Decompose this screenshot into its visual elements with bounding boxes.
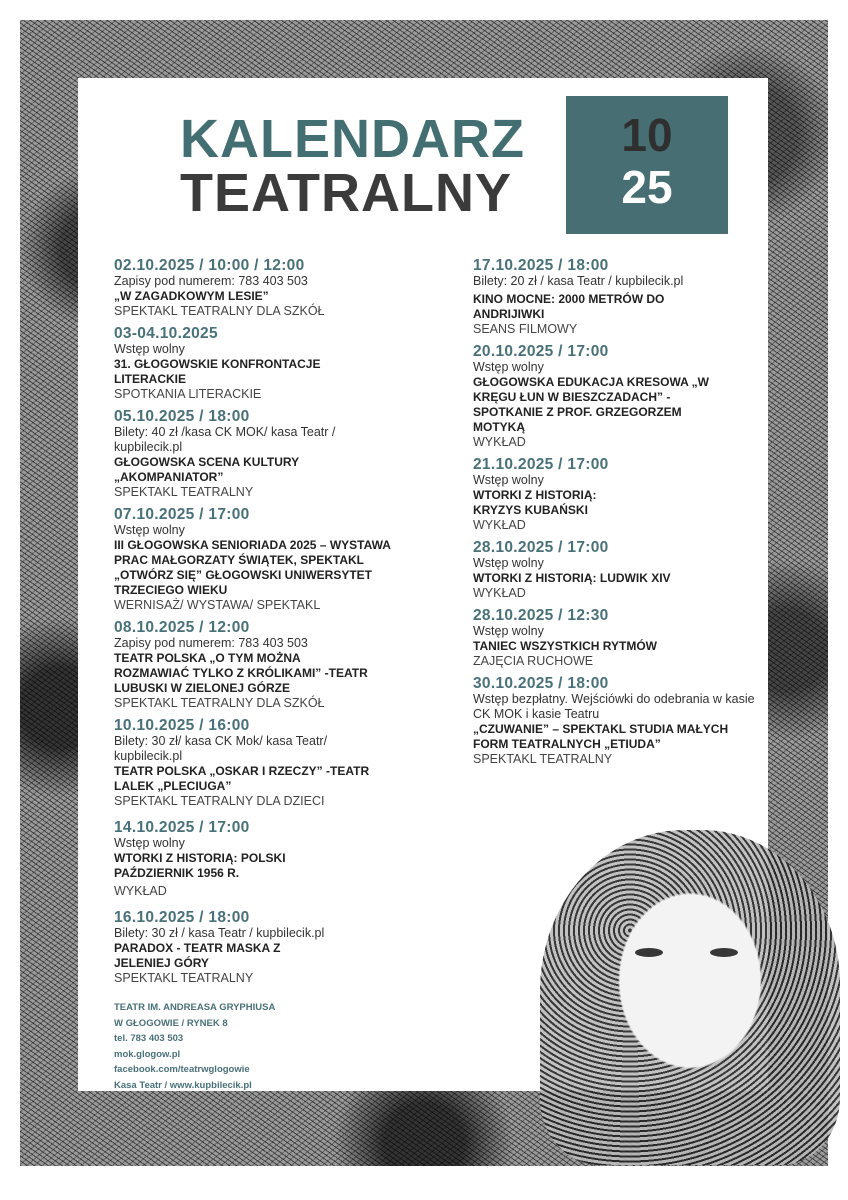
event-info: Wstęp wolny [473,473,544,487]
event-date: 10.10.2025 / 16:00 [114,717,250,734]
event-type: SPEKTAKL TEATRALNY [114,485,254,499]
event-date: 30.10.2025 / 18:00 [473,675,609,692]
portrait-engraving [540,830,840,1165]
event-date: 16.10.2025 / 18:00 [114,909,250,926]
event-entry [114,325,449,402]
event-type: SPEKTAKL TEATRALNY [114,971,254,985]
event-title: KINO MOCNE: 2000 METRÓW DO ANDRIJIWKI [473,292,665,321]
event-title: „W ZAGADKOWYM LESIE” [114,289,269,303]
event-title: TEATR POLSKA „O TYM MOŻNA ROZMAWIAĆ TYLKO Z KRÓLIKAMI” -TEATR LUBUSKI W ZIELONEJ GÓRZE [114,651,368,695]
event-date: 03-04.10.2025 [114,325,218,342]
event-date: 17.10.2025 / 18:00 [473,257,609,274]
event-type: SEANS FILMOWY [473,322,578,336]
event-title: PARADOX - TEATR MASKA Z JELENIEJ GÓRY [114,941,281,970]
event-date: 21.10.2025 / 17:00 [473,456,609,473]
event-entry [114,257,449,319]
footer-website-link[interactable]: mok.glogow.pl [114,1048,181,1060]
event-entry [114,408,449,500]
footer-facebook-link[interactable]: facebook.com/teatrwglogowie [114,1064,250,1075]
event-entry [473,539,768,601]
event-entry [114,717,449,809]
event-entry [473,607,768,669]
event-title: TANIEC WSZYSTKICH RYTMÓW [473,639,657,653]
event-info: Zapisy pod numerem: 783 403 503 [114,636,308,650]
event-title: GŁOGOWSKA EDUKACJA KRESOWA „W KRĘGU ŁUN W BIESZCZADACH” -SPOTKANIE Z PROF. GRZEGORZEM MOTYKĄ [473,375,709,434]
theatre-contact-footer [114,1000,374,1093]
event-entry [114,619,449,711]
event-entry [473,675,768,767]
event-info: Wstęp wolny [114,523,185,537]
event-type: WERNISAŻ/ WYSTAWA/ SPEKTAKL [114,598,321,612]
events-column-left [114,257,449,992]
event-entry [114,909,449,986]
event-entry [114,506,449,613]
events-column-right [473,257,768,773]
event-date: 14.10.2025 / 17:00 [114,819,250,836]
month-number: 10 [621,109,673,161]
portrait-eye-right [710,948,738,957]
year-number: 25 [621,161,673,213]
event-info: Bilety: 30 zł/ kasa CK Mok/ kasa Teatr/ kupbilecik.pl [114,734,328,763]
event-entry [473,257,768,337]
event-type: WYKŁAD [473,518,526,532]
event-entry [473,343,768,450]
event-date: 28.10.2025 / 17:00 [473,539,609,556]
event-type: SPEKTAKL TEATRALNY [473,752,613,766]
event-info: Zapisy pod numerem: 783 403 503 [114,274,308,288]
event-title: TEATR POLSKA „OSKAR I RZECZY” -TEATR LALEK „PLECIUGA” [114,764,370,793]
event-info: Wstęp bezpłatny. Wejściówki do odebrania w kasie CK MOK i kasie Teatru [473,692,755,721]
month-year-badge [566,96,728,234]
event-entry [114,819,449,899]
event-date: 02.10.2025 / 10:00 / 12:00 [114,257,305,274]
event-info: Wstęp wolny [473,360,544,374]
event-title: III GŁOGOWSKA SENIORIADA 2025 – WYSTAWA PRAC MAŁGORZATY ŚWIĄTEK, SPEKTAKL „OTWÓRZ SIĘ” GŁOGOWSKI UNIWERSYTET TRZECIEGO WIEKU [114,538,391,597]
event-type: WYKŁAD [114,884,167,898]
event-type: SPEKTAKL TEATRALNY DLA SZKÓŁ [114,304,325,318]
footer-phone: tel. 783 403 503 [114,1033,184,1044]
event-info: Bilety: 30 zł / kasa Teatr / kupbilecik.pl [114,926,325,940]
event-title: WTORKI Z HISTORIĄ: LUDWIK XIV [473,571,671,585]
footer-theatre-name: TEATR IM. ANDREASA GRYPHIUSA [114,1002,276,1013]
portrait-eye-left [635,948,663,957]
event-date: 07.10.2025 / 17:00 [114,506,250,523]
event-info: Wstęp wolny [473,624,544,638]
event-title: WTORKI Z HISTORIĄ: KRYZYS KUBAŃSKI [473,488,597,517]
event-title: „CZUWANIE” – SPEKTAKL STUDIA MAŁYCH FORM TEATRALNYCH „ETIUDA” [473,722,729,751]
event-title: 31. GŁOGOWSKIE KONFRONTACJE LITERACKIE [114,357,321,386]
event-info: Wstęp wolny [473,556,544,570]
event-type: SPOTKANIA LITERACKIE [114,387,262,401]
title-kalendarz: KALENDARZ [180,109,525,169]
event-type: SPEKTAKL TEATRALNY DLA SZKÓŁ [114,696,325,710]
event-date: 20.10.2025 / 17:00 [473,343,609,360]
event-title: GŁOGOWSKA SCENA KULTURY „AKOMPANIATOR” [114,455,299,484]
event-type: WYKŁAD [473,586,526,600]
event-entry [473,456,768,533]
event-date: 05.10.2025 / 18:00 [114,408,250,425]
event-info: Bilety: 20 zł / kasa Teatr / kupbilecik.pl [473,274,684,288]
event-date: 28.10.2025 / 12:30 [473,607,609,624]
footer-address: W GŁOGOWIE / RYNEK 8 [114,1017,228,1029]
event-type: SPEKTAKL TEATRALNY DLA DZIECI [114,794,325,808]
event-type: WYKŁAD [473,435,526,449]
event-type: ZAJĘCIA RUCHOWE [473,654,594,668]
event-title: WTORKI Z HISTORIĄ: POLSKI PAŹDZIERNIK 1956 R. [114,851,286,880]
title-teatralny: TEATRALNY [180,163,512,223]
event-date: 08.10.2025 / 12:00 [114,619,250,636]
event-info: Wstęp wolny [114,836,185,850]
event-info: Wstęp wolny [114,342,185,356]
footer-ticket-link[interactable]: Kasa Teatr / www.kupbilecik.pl [114,1079,252,1091]
event-info: Bilety: 40 zł /kasa CK MOK/ kasa Teatr / kupbilecik.pl [114,425,336,454]
